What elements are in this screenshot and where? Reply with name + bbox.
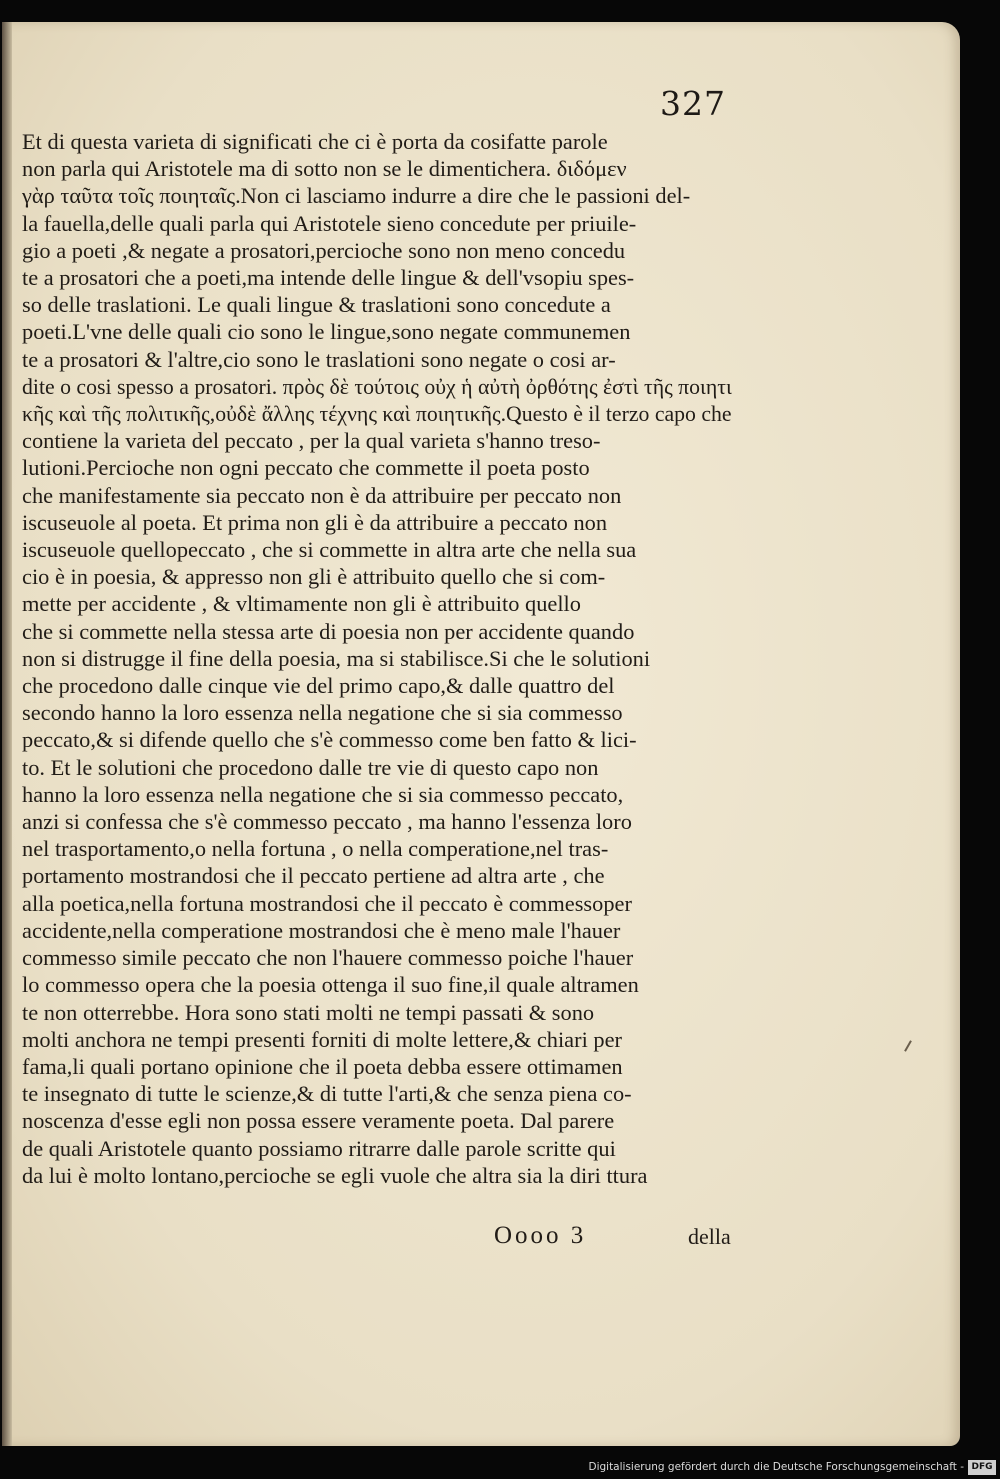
text-line: che manifestamente sia peccato non è da attribuire per peccato non: [22, 482, 622, 508]
catchword: della: [688, 1224, 731, 1249]
text-line: da lui è molto lontano,percioche se egli vuole che altra sia la diri ttura: [22, 1162, 648, 1188]
text-line: te insegnato di tutte le scienze,& di tutte l'arti,& che senza piena co-: [22, 1081, 632, 1107]
text-line: portamento mostrandosi che il peccato pertiene ad altra arte , che: [22, 863, 605, 889]
text-line: lo commesso opera che la poesia ottenga il suo fine,il quale altramen: [22, 972, 639, 998]
text-line: che procedono dalle cinque vie del primo capo,& dalle quattro del: [22, 673, 615, 699]
text-line: molti anchora ne tempi presenti forniti di molte lettere,& chiari per: [22, 1026, 622, 1052]
text-line: non parla qui Aristotele ma di sotto non se le dimentichera. διδόμεν: [22, 156, 627, 182]
page-gutter-shadow: [2, 22, 12, 1446]
text-line: contiene la varieta del peccato , per la qual varieta s'hanno treso-: [22, 428, 601, 454]
text-line: te non otterrebbe. Hora sono stati molti ne tempi passati & sono: [22, 999, 595, 1025]
text-line: γὰρ ταῦτα τοῖς ποιηταῖς.Non ci lasciamo indurre a dire che le passioni del-: [22, 183, 691, 209]
text-line: poeti.L'vne delle quali cio sono le lingue,sono negate communemen: [22, 319, 631, 345]
text-line: secondo hanno la loro essenza nella negatione che si sia commesso: [22, 700, 623, 726]
text-line: iscuseuole al poeta. Et prima non gli è da attribuire a peccato non: [22, 509, 608, 535]
text-line: alla poetica,nella fortuna mostrandosi che il peccato è commessoper: [22, 890, 632, 916]
text-line: accidente,nella comperatione mostrandosi che è meno male l'hauer: [22, 917, 621, 943]
text-line: non si distrugge il fine della poesia, ma si stabilisce.Si che le solutioni: [22, 645, 651, 671]
text-line: noscenza d'esse egli non possa essere veramente poeta. Dal parere: [22, 1108, 615, 1134]
signature-mark: Oooo 3: [494, 1222, 587, 1249]
text-line: gio a poeti ,& negate a prosatori,percioche sono non meno concedu: [22, 237, 626, 263]
text-line: dite o cosi spesso a prosatori. πρὸς δὲ τούτοις οὐχ ἡ αὐτὴ ὀρθότης ἐστὶ τῆς ποιητι: [22, 373, 732, 399]
text-line: fama,li quali portano opinione che il poeta debba essere ottimamen: [22, 1053, 623, 1079]
text-line: che si commette nella stessa arte di poesia non per accidente quando: [22, 618, 635, 644]
text-line: lutioni.Percioche non ogni peccato che commette il poeta posto: [22, 455, 590, 481]
page-number: 327: [660, 84, 726, 123]
margin-mark: [904, 1040, 912, 1051]
text-line: te a prosatori che a poeti,ma intende delle lingue & dell'vsopiu spes-: [22, 265, 635, 291]
text-line: commesso simile peccato che non l'hauere commesso poiche l'hauer: [22, 945, 634, 971]
body-text: [22, 128, 732, 1189]
text-line: κῆς καὶ τῆς πολιτικῆς,οὐδὲ ἄλλης τέχνης καὶ ποιητικῆς.Questo è il terzo capo che: [22, 401, 732, 427]
text-line: te a prosatori & l'altre,cio sono le traslationi sono negate o cosi ar-: [22, 346, 616, 372]
text-line: de quali Aristotele quanto possiamo ritrarre dalle parole scritte qui: [22, 1135, 616, 1161]
text-line: hanno la loro essenza nella negatione che si sia commesso peccato,: [22, 781, 624, 807]
book-page: [2, 22, 960, 1446]
text-line: to. Et le solutioni che procedono dalle tre vie di questo capo non: [22, 754, 599, 780]
text-line: Et di questa varieta di significati che ci è porta da cosifatte parole: [22, 129, 608, 154]
digitization-credit: Digitalisierung gefördert durch die Deutsche Forschungsgemeinschaft -: [588, 1461, 964, 1473]
text-line: so delle traslationi. Le quali lingue & traslationi sono concedute a: [22, 292, 611, 318]
text-line: cio è in poesia, & appresso non gli è attribuito quello che si com-: [22, 564, 606, 590]
text-line: la fauella,delle quali parla qui Aristotele sieno concedute per priuile-: [22, 210, 637, 236]
text-line: nel trasportamento,o nella fortuna , o nella comperatione,nel tras-: [22, 836, 609, 862]
dfg-logo-icon: DFG: [968, 1460, 996, 1475]
text-line: peccato,& si difende quello che s'è commesso come ben fatto & lici-: [22, 727, 637, 753]
text-line: iscuseuole quellopeccato , che si commette in altra arte che nella sua: [22, 537, 637, 563]
text-line: mette per accidente , & vltimamente non gli è attribuito quello: [22, 591, 581, 617]
text-line: anzi si confessa che s'è commesso peccato , ma hanno l'essenza loro: [22, 809, 632, 835]
